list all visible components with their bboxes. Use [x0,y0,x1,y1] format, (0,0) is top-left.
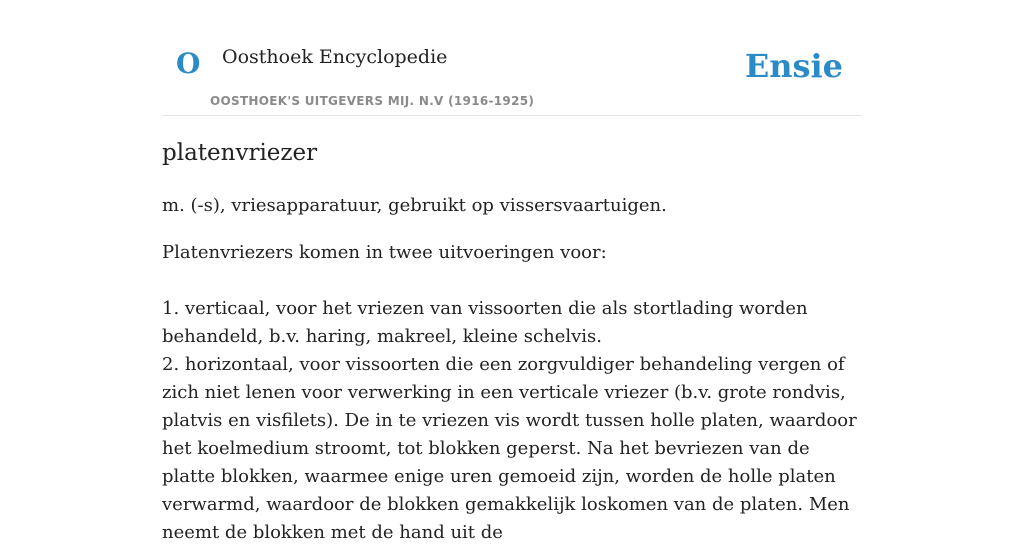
entry-definition: m. (-s), vriesapparatuur, gebruikt op vissersvaartuigen. [162,195,667,216]
entry-title: platenvriezer [162,140,318,166]
list-item: 1. verticaal, voor het vriezen van vissoorten die als stortlading worden behandeld, b.v. haring, makreel, kleine schelvis. [162,298,808,347]
entry-intro: Platenvriezers komen in twee uitvoeringen voor: [162,242,607,263]
entry-list [162,295,862,547]
page [162,0,862,543]
list-item: 2. horizontaal, voor vissoorten die een zorgvuldiger behandeling vergen of zich niet lenen voor verwerking in een verticale vriezer (b.v. grote rondvis, platvis en visfilets). De in te vriezen vis wordt tussen holle platen, waardoor het koelmedium stroomt, tot blokken geperst. Na het bevriezen van de platte blokken, waarmee enige uren gemoeid zijn, worden de holle platen verwarmd, waardoor de blokken gemakkelijk loskomen van de platen. Men neemt de blokken met de hand uit de [162,354,857,543]
site-logo[interactable]: O [176,47,201,80]
brand-logo[interactable]: Ensie [744,47,843,85]
publisher-subtitle: OOSTHOEK'S UITGEVERS MIJ. N.V (1916-1925) [210,94,535,108]
site-header [162,0,862,116]
site-title[interactable]: Oosthoek Encyclopedie [222,46,448,68]
